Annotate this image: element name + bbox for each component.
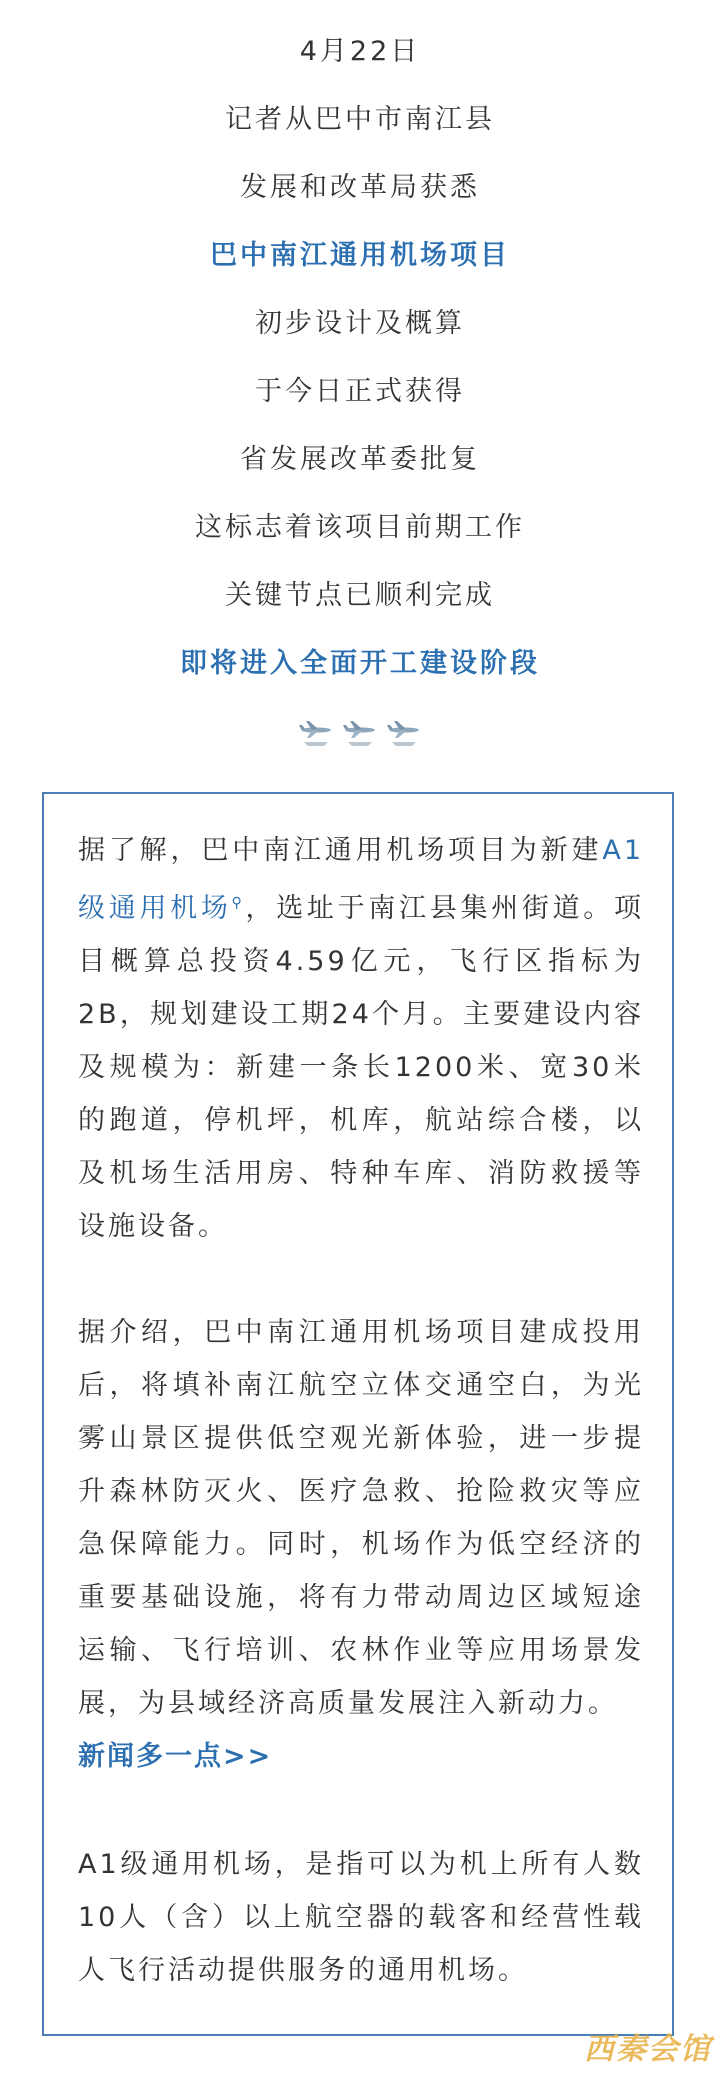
paragraph-text: ，选址于南江县集州街道。项目概算总投资4.59亿元，飞行区指标为2B，规划建设工期24个月。主要建设内容及规模为：新建一条长1200米、宽30米的跑道，停机坪，机库，航站综合楼，以及机场生活用房、特种车库、消防救援等设施设备。 (78, 893, 645, 1242)
plane-icon (298, 716, 334, 748)
info-box (42, 792, 674, 2036)
news-more-heading: 新闻多一点>> (78, 1741, 273, 1772)
paragraph-text: 据了解，巴中南江通用机场项目为新建 (78, 835, 603, 866)
search-icon[interactable]: ⚲ (231, 895, 245, 911)
paragraph-project-overview (78, 824, 644, 1253)
plane-icon (342, 716, 378, 748)
plane-icon (386, 716, 422, 748)
intro-line: 关键节点已顺利完成 (225, 580, 495, 611)
intro-line: 发展和改革局获悉 (240, 172, 480, 203)
intro-line: 省发展改革委批复 (240, 444, 480, 475)
intro-lines (0, 18, 720, 698)
intro-line: 记者从巴中市南江县 (225, 104, 495, 135)
intro-line-highlight-stage: 即将进入全面开工建设阶段 (180, 648, 540, 679)
intro-line-highlight-project: 巴中南江通用机场项目 (210, 240, 510, 271)
paragraph-project-benefits: 据介绍，巴中南江通用机场项目建成投用后，将填补南江航空立体交通空白，为光雾山景区提供低空观光新体验，进一步提升森林防灭火、医疗急救、抢险救灾等应急保障能力。同时，机场作为低空经济的重要基础设施，将有力带动周边区域短途运输、飞行培训、农林作业等应用场景发展，为县域经济高质量发展注入新动力。 (78, 1317, 644, 1719)
plane-divider (0, 716, 720, 752)
intro-line: 这标志着该项目前期工作 (195, 512, 525, 543)
watermark-logo: 西秦会馆 (584, 2032, 712, 2067)
intro-line: 初步设计及概算 (255, 308, 465, 339)
intro-line-date: 4月22日 (299, 36, 421, 67)
a1-airport-link[interactable]: A1级通用机场 (78, 835, 644, 924)
paragraph-a1-definition: A1级通用机场，是指可以为机上所有人数10人（含）以上航空器的载客和经营性载人飞行活动提供服务的通用机场。 (78, 1849, 644, 1986)
intro-line: 于今日正式获得 (255, 376, 465, 407)
